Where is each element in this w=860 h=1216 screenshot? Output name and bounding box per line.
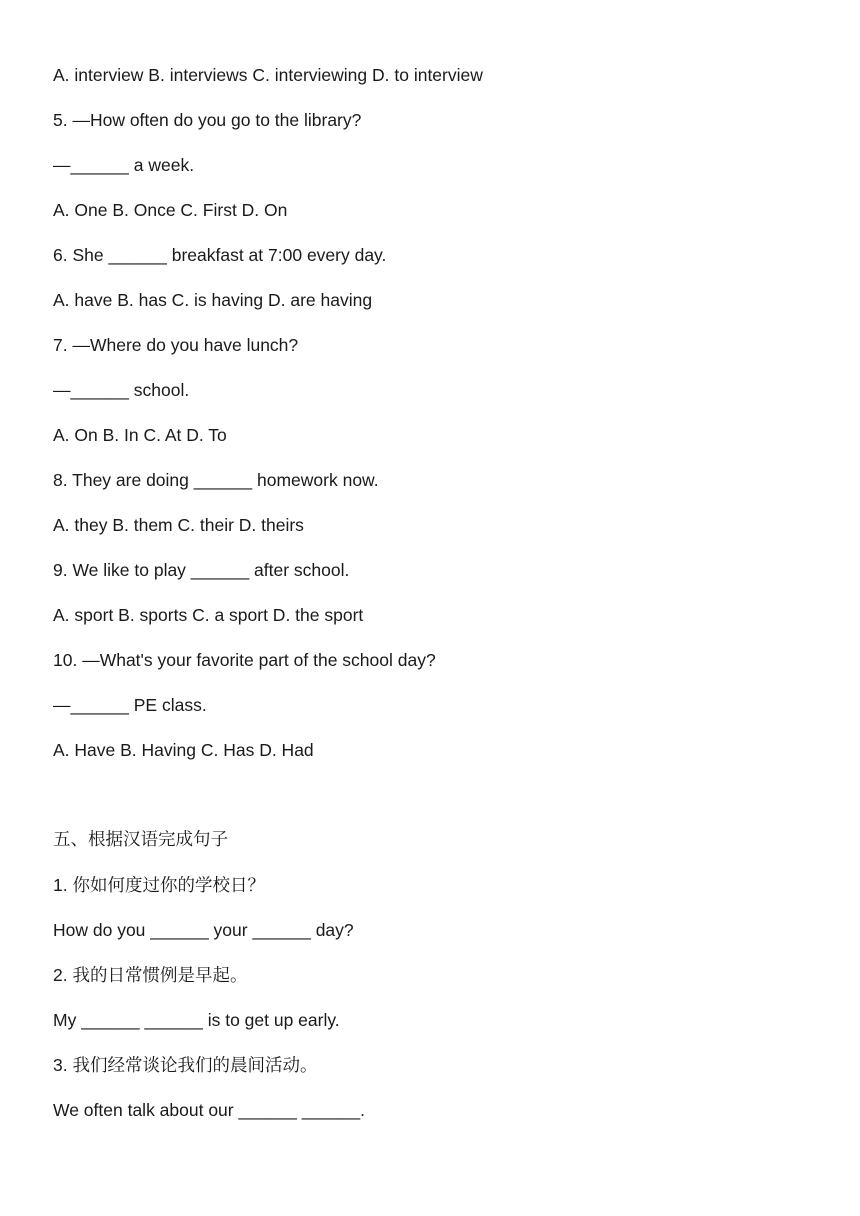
s5-item-3-chinese: 3. 我们经常谈论我们的晨间活动。 <box>53 1055 318 1075</box>
q9-options: A. sport B. sports C. a sport D. the sport <box>53 605 364 625</box>
s5-item-1-chinese: 1. 你如何度过你的学校日？ <box>53 875 265 895</box>
s5-item-2-chinese: 2. 我的日常惯例是早起。 <box>53 965 248 985</box>
q10-options: A. Have B. Having C. Has D. Had <box>53 740 314 760</box>
q8-options: A. they B. them C. their D. theirs <box>53 515 304 535</box>
s5-item-2-english: My ______ ______ is to get up early. <box>53 1010 340 1030</box>
q7-answer-line: —______ school. <box>53 380 190 400</box>
q5-answer-line: —______ a week. <box>53 155 195 175</box>
q9-question: 9. We like to play ______ after school. <box>53 560 350 580</box>
q4-options: A. interview B. interviews C. interviewing D. to interview <box>53 65 483 85</box>
q5-options: A. One B. Once C. First D. On <box>53 200 288 220</box>
q7-question: 7. —Where do you have lunch? <box>53 335 299 355</box>
q10-question: 10. —What's your favorite part of the school day? <box>53 650 436 670</box>
section-5-heading: 五、根据汉语完成句子 <box>53 830 228 850</box>
q5-question: 5. —How often do you go to the library? <box>53 110 362 130</box>
q10-answer-line: —______ PE class. <box>53 695 207 715</box>
s5-item-1-english: How do you ______ your ______ day? <box>53 920 354 940</box>
q7-options: A. On B. In C. At D. To <box>53 425 227 445</box>
q8-question: 8. They are doing ______ homework now. <box>53 470 379 490</box>
q6-options: A. have B. has C. is having D. are having <box>53 290 373 310</box>
q6-question: 6. She ______ breakfast at 7:00 every day. <box>53 245 387 265</box>
s5-item-3-english: We often talk about our ______ ______. <box>53 1100 366 1120</box>
